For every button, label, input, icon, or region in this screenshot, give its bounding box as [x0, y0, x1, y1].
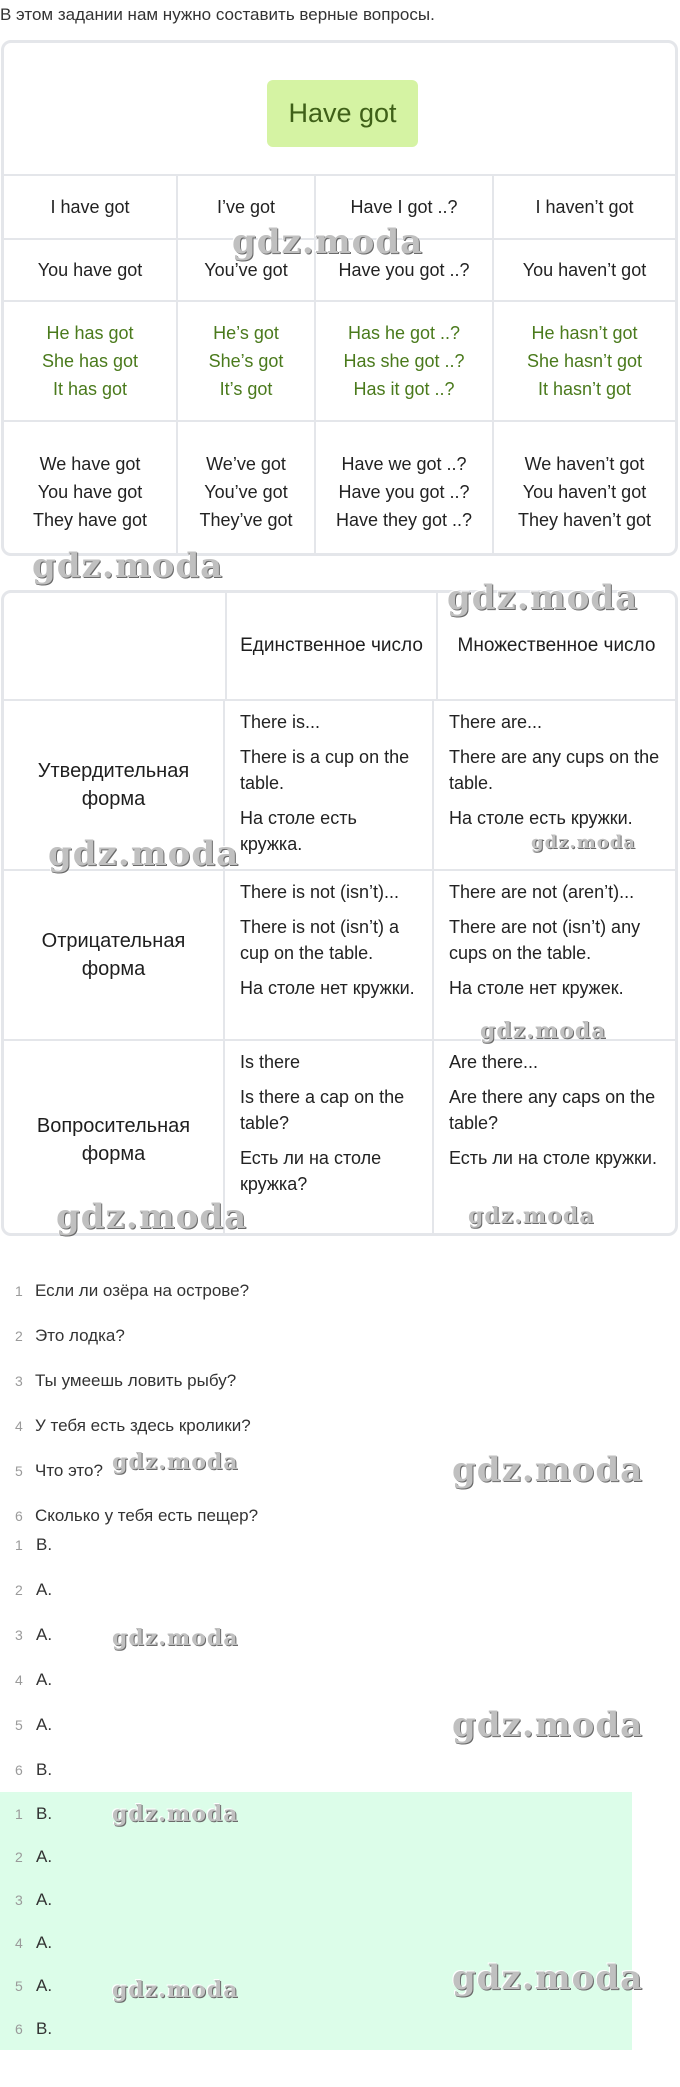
list-item: 3 A.	[15, 1624, 53, 1644]
table-cell: Are there... Are there any caps on the table? Есть ли на столе кружки.	[449, 1052, 657, 1168]
watermark: gdz.moda	[452, 1958, 644, 1998]
list-item: 6 B.	[15, 1759, 53, 1779]
have-got-table	[1, 40, 678, 556]
answers-list	[0, 1522, 680, 1792]
list-item: 4 A.	[15, 1669, 53, 1689]
table-cell: You haven’t got	[522, 260, 647, 280]
table-cell: He hasn’t got She hasn’t got It hasn’t got	[526, 323, 643, 399]
table-cell: He has got She has got It has got	[4, 302, 178, 420]
table-cell: Is there Is there a cap on the table? Есть ли на столе кружка?	[225, 1041, 434, 1236]
watermark: gdz.moda	[452, 1705, 644, 1745]
watermark: gdz.moda	[531, 832, 636, 853]
table-cell: You’ve got	[178, 240, 316, 300]
table-cell: We haven’t got You haven’t got They haven’t got	[517, 453, 652, 530]
table-cell: I have got	[4, 176, 178, 238]
watermark: gdz.moda	[112, 1801, 239, 1827]
list-item: 3 A.	[15, 1889, 53, 1909]
table-cell: Have I got ..?	[316, 176, 494, 238]
watermark: gdz.moda	[112, 1977, 239, 2003]
watermark: gdz.moda	[452, 1450, 644, 1490]
table-row	[4, 871, 675, 1041]
table-cell: There is... There is a cup on the table. На столе есть кружка.	[225, 701, 434, 869]
watermark: gdz.moda	[56, 1197, 248, 1237]
watermark: gdz.moda	[232, 222, 424, 262]
table-corner-cell	[4, 593, 227, 699]
watermark: gdz.moda	[112, 1449, 239, 1475]
table-cell: Has he got ..? Has she got ..? Has it got ..?	[316, 302, 494, 420]
row-header-interrogative: Вопросительная форма	[4, 1041, 225, 1236]
list-item: 2 Это лодка?	[15, 1325, 125, 1345]
list-item: 3 Ты умеешь ловить рыбу?	[15, 1370, 237, 1390]
list-item: 1 B.	[15, 1534, 53, 1554]
list-item: 1 B.	[15, 1803, 53, 1823]
list-item: 5 Что это?	[15, 1460, 103, 1480]
table-cell: There is not (isn’t)... There is not (isn’t) a cup on the table. На столе нет кружки.	[225, 871, 434, 1039]
table-cell: We’ve got You’ve got They’ve got	[178, 422, 316, 556]
highlighted-answers-list	[0, 1792, 632, 2050]
list-item: 2 A.	[15, 1579, 53, 1599]
watermark: gdz.moda	[468, 1203, 595, 1229]
have-got-header	[4, 43, 675, 176]
have-got-title: Have got	[267, 80, 418, 147]
list-item: 6 B.	[15, 2018, 53, 2038]
watermark: gdz.moda	[48, 834, 240, 874]
there-is-table	[1, 590, 678, 1236]
questions-list	[0, 1268, 680, 1538]
table-cell: There are... There are any cups on the table. На столе есть кружки.	[449, 712, 660, 828]
list-item: 4 У тебя есть здесь кролики?	[15, 1415, 251, 1435]
table-cell: There are not (aren’t)... There are not (isn’t) any cups on the table. На столе нет кружек.	[449, 882, 641, 998]
list-item: 6 Сколько у тебя есть пещер?	[15, 1505, 259, 1525]
table-cell: Have we got ..? Have you got ..? Have they got ..?	[316, 422, 494, 556]
row-header-affirmative: Утвердительная форма	[4, 701, 225, 869]
row-header-negative: Отрицательная форма	[4, 871, 225, 1039]
table-row	[4, 422, 675, 556]
table-cell: I haven’t got	[535, 197, 634, 217]
table-cell: He’s got She’s got It’s got	[178, 302, 316, 420]
list-item: 5 A.	[15, 1975, 53, 1995]
table-row	[4, 302, 675, 422]
watermark: gdz.moda	[447, 578, 639, 618]
table-cell: We have got You have got They have got	[4, 422, 178, 556]
table-cell: Have you got ..?	[316, 240, 494, 300]
column-header-plural: Множественное число	[457, 635, 656, 656]
watermark: gdz.moda	[112, 1625, 239, 1651]
list-item: 1 Если ли озёра на острове?	[15, 1280, 250, 1300]
watermark: gdz.moda	[32, 546, 224, 586]
column-header-singular: Единственное число	[227, 593, 438, 699]
list-item: 5 A.	[15, 1714, 53, 1734]
list-item: 2 A.	[15, 1846, 53, 1866]
watermark: gdz.moda	[480, 1018, 607, 1044]
table-cell: You have got	[4, 240, 178, 300]
intro-text: В этом задании нам нужно составить верные вопросы.	[0, 5, 435, 24]
list-item: 4 A.	[15, 1932, 53, 1952]
table-cell: I’ve got	[178, 176, 316, 238]
